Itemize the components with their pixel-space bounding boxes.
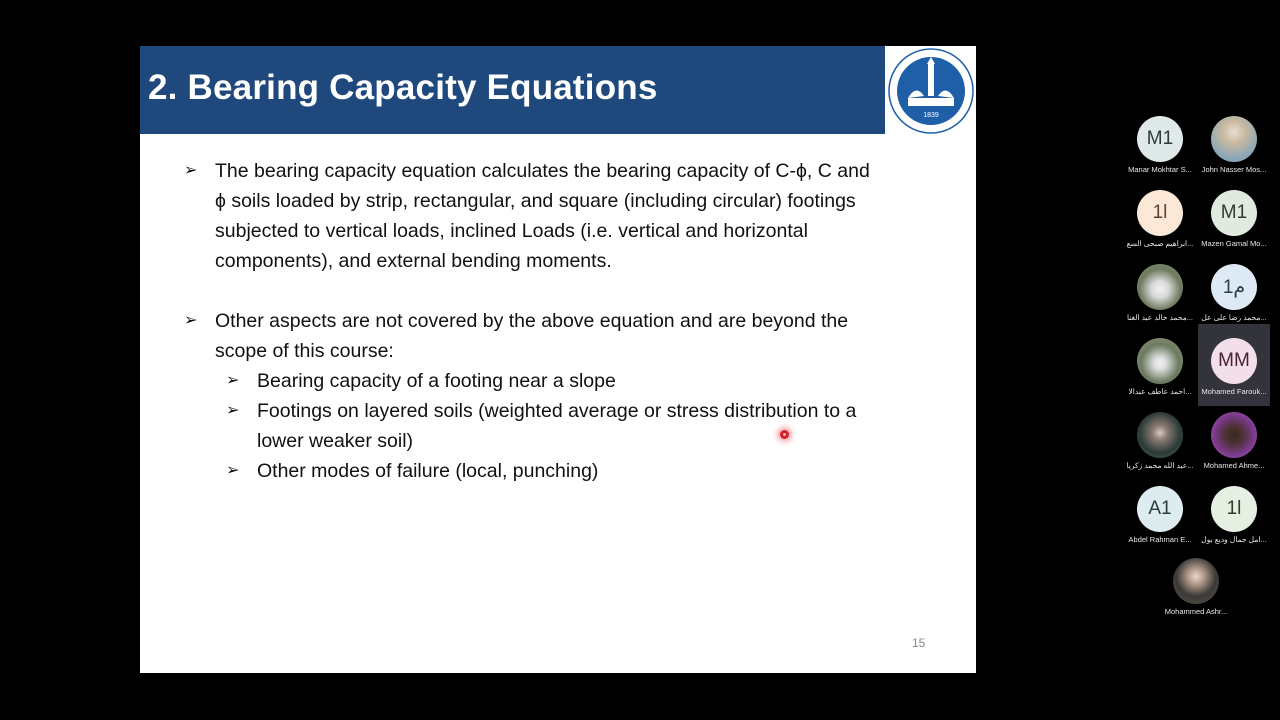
bullet-text-line: Other modes of failure (local, punching): [257, 460, 599, 482]
bullet-item: [184, 306, 934, 366]
bullet-item: [184, 156, 934, 276]
presentation-slide: [140, 46, 976, 673]
arrow-bullet-icon: ➢: [226, 462, 240, 479]
participant-tile[interactable]: [1124, 186, 1196, 258]
sub-bullet-item: [184, 456, 934, 486]
avatar-photo: [1137, 338, 1183, 384]
bullet-text-line: components), and external bending moments.: [215, 250, 612, 272]
svg-text:1839: 1839: [923, 112, 939, 119]
laser-pointer-icon: [780, 430, 789, 439]
participant-name: Mohammed Ashr...: [1164, 607, 1228, 616]
avatar: م1: [1211, 264, 1257, 310]
participant-tile[interactable]: [1124, 334, 1196, 406]
participant-tile-active[interactable]: [1198, 324, 1270, 406]
avatar: 1l: [1137, 190, 1183, 236]
participant-name: عبد الله محمد زكريا...: [1126, 461, 1194, 470]
participant-name: Mohamed Ahme...: [1203, 461, 1265, 470]
participant-tile[interactable]: [1160, 554, 1232, 626]
sub-bullet-item: [184, 366, 934, 396]
avatar: M1: [1137, 116, 1183, 162]
avatar: MM: [1211, 338, 1257, 384]
avatar: M1: [1211, 190, 1257, 236]
slide-title-bar: [140, 46, 885, 134]
participant-name: John Nasser Mos...: [1201, 165, 1267, 174]
participant-name: Manar Mokhtar S...: [1128, 165, 1192, 174]
slide-page-number: 15: [912, 636, 926, 650]
sub-bullet-item: [184, 396, 934, 456]
avatar-photo: [1211, 116, 1257, 162]
participant-name: احمد عاطف عبدالا...: [1128, 387, 1192, 396]
participant-tile[interactable]: [1198, 408, 1270, 480]
avatar-photo: [1173, 558, 1219, 604]
bullet-text-line: Bearing capacity of a footing near a slope: [257, 370, 616, 392]
participant-name: محمد رضا على عل...: [1201, 313, 1267, 322]
arrow-bullet-icon: ➢: [226, 402, 240, 419]
bullet-text-line: The bearing capacity equation calculates the bearing capacity of C-ϕ, C and: [215, 160, 870, 182]
avatar-photo: [1137, 412, 1183, 458]
university-logo: [886, 48, 976, 134]
participant-tile[interactable]: [1124, 482, 1196, 554]
participant-name: Abdel Rahman E...: [1128, 535, 1192, 544]
avatar-photo: [1211, 412, 1257, 458]
bullet-text-line: Other aspects are not covered by the above equation and are beyond the: [215, 310, 849, 332]
participant-tile[interactable]: [1124, 260, 1196, 332]
participant-tile[interactable]: [1198, 112, 1270, 184]
participant-name: محمد خالد عبد الغنا...: [1126, 313, 1193, 322]
slide-title: 2. Bearing Capacity Equations: [148, 68, 658, 107]
participant-name: Mazen Gamal Mo...: [1201, 239, 1267, 248]
slide-body: [184, 156, 934, 486]
participant-name: Mohamed Farouk...: [1201, 387, 1267, 396]
university-seal-icon: [888, 48, 974, 134]
avatar-photo: [1137, 264, 1183, 310]
participant-tile[interactable]: [1198, 482, 1270, 554]
bullet-text-line: subjected to vertical loads, inclined Loads (i.e. vertical and horizontal: [215, 220, 808, 242]
participant-tile[interactable]: [1124, 112, 1196, 184]
participant-tile[interactable]: [1198, 260, 1270, 332]
arrow-bullet-icon: ➢: [184, 312, 198, 329]
arrow-bullet-icon: ➢: [184, 162, 198, 179]
participant-name: ابراهيم صبحى السع...: [1126, 239, 1194, 248]
bullet-text-line: scope of this course:: [215, 340, 394, 362]
bullet-text-line: ϕ soils loaded by strip, rectangular, and square (including circular) footings: [215, 190, 856, 212]
participant-tile[interactable]: [1124, 408, 1196, 480]
bullet-text-line: lower weaker soil): [257, 430, 414, 452]
arrow-bullet-icon: ➢: [226, 372, 240, 389]
avatar: 1l: [1211, 486, 1257, 532]
avatar: A1: [1137, 486, 1183, 532]
participant-name: امل جمال وديع بول...: [1201, 535, 1267, 544]
participant-tile[interactable]: [1198, 186, 1270, 258]
bullet-text-line: Footings on layered soils (weighted average or stress distribution to a: [257, 400, 857, 422]
